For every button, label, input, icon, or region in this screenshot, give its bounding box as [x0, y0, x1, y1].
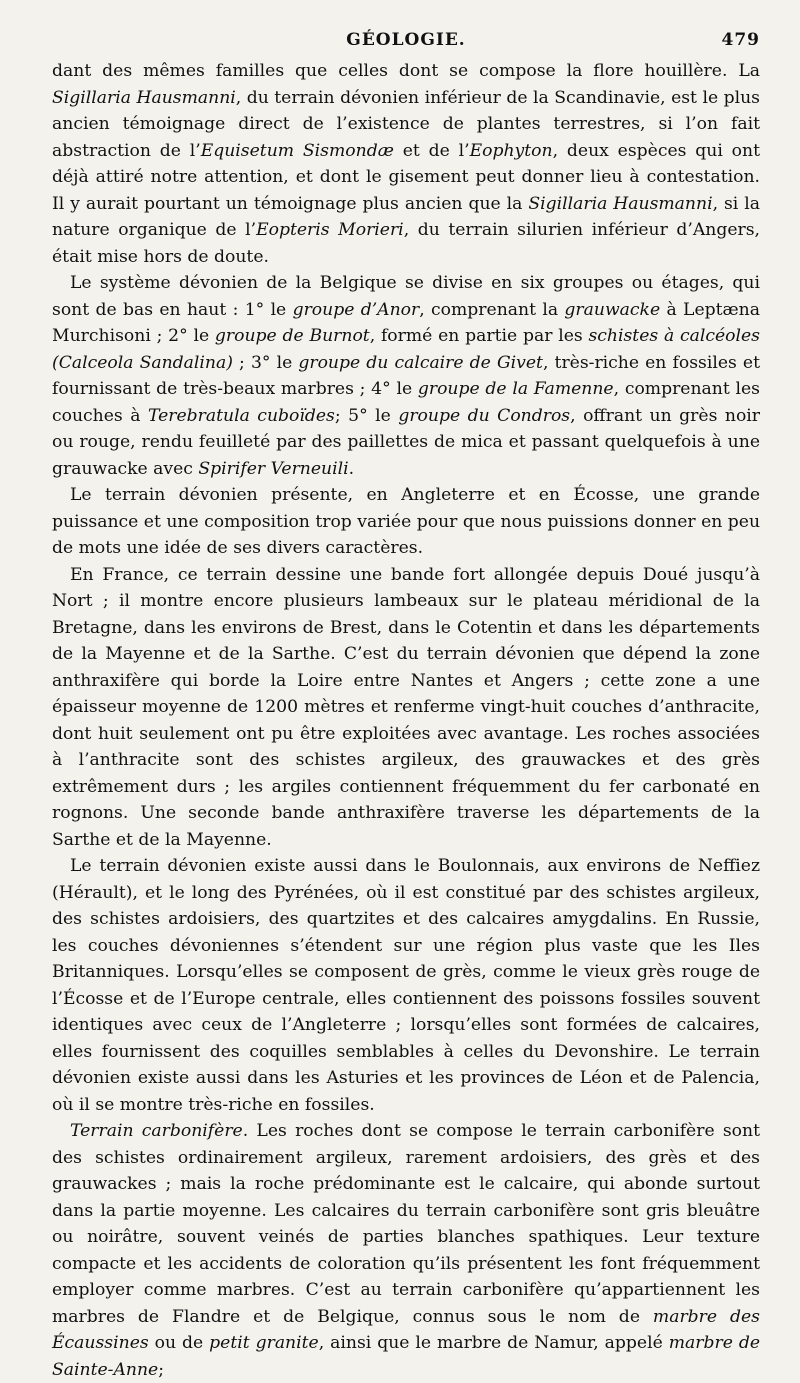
page-number: 479 — [721, 30, 760, 50]
italic-run: Equisetum Sismondæ — [200, 140, 394, 161]
italic-run: groupe du calcaire de Givet — [298, 352, 543, 373]
text-run: ; — [158, 1359, 164, 1380]
paragraph — [52, 482, 760, 562]
paragraph — [52, 853, 760, 1118]
text-run: , du terrain dévonien inférieur de la Scandinavie, est le plus ancien témoignage direct de l’existence de plantes terrestres, si l’on fait abstraction de l’ — [52, 87, 760, 161]
italic-run: marbre de Sainte-Anne — [52, 1333, 760, 1380]
text-run: Le terrain dévonien existe aussi dans le Boulonnais, aux environs de Neffiez (Hérault), et le long des Pyrénées, où il est constitué par des schistes argileux, des schistes ardoisiers, des quartzites et des calcaires amygdalins. En Russie, les couches dévoniennes s’étendent sur une région plus vaste que les Iles Britanniques. Lorsqu’elles se composent de grès, comme le vieux grès rouge de l’Écosse et de l’Europe centrale, elles contiennent des poissons fossiles souvent identiques avec ceux de l’Angleterre ; lorsqu’elles sont formées de calcaires, elles fournissent des coquilles semblables à celles du Devonshire. Le terrain dévonien existe aussi dans les Asturies et les provinces de Léon et de Palencia, où il se montre très-riche en fossiles. — [52, 856, 760, 1115]
text-run: , ainsi que le marbre de Namur, appelé — [318, 1333, 669, 1353]
italic-run: groupe d’Anor — [292, 299, 420, 320]
italic-run: Sigillaria Hausmanni — [528, 193, 713, 214]
text-run: , du terrain silurien inférieur d’Angers, était mise hors de doute. — [52, 220, 761, 267]
text-run: , très-riche en fossiles et fournissant de très-beaux marbres ; 4° le — [52, 352, 760, 399]
italic-run: groupe de la Famenne — [417, 379, 614, 399]
paragraph — [52, 1118, 760, 1383]
text-run: , formé en partie par les — [369, 326, 589, 346]
italic-run: Spirifer Verneuili — [198, 458, 349, 479]
text-run: et de l’ — [393, 140, 470, 161]
italic-run: Terebratula cuboïdes — [147, 405, 335, 426]
page-header — [52, 30, 760, 58]
text-run: dant des mêmes familles que celles dont se compose la flore houillère. La — [52, 61, 760, 81]
paragraph — [52, 562, 760, 854]
running-head: GÉOLOGIE. — [346, 30, 466, 50]
italic-run: groupe de Burnot — [214, 326, 370, 346]
text-run: ou de — [148, 1333, 210, 1353]
italic-run: grauwacke — [564, 299, 661, 320]
italic-run: petit granite — [209, 1333, 319, 1353]
text-run: , deux espèces qui ont déjà attiré notre attention, et dont le gisement peut donner lieu à contestation. Il y aurait pourtant un témoignage plus ancien que la — [52, 140, 761, 214]
italic-run: Eopteris Morieri — [256, 220, 404, 240]
italic-run: Eophyton — [469, 140, 553, 161]
italic-run: Sigillaria Hausmanni — [52, 87, 236, 108]
text-run: à Leptæna Murchisoni ; 2° le — [52, 299, 761, 346]
text-run: , si la nature organique de l’ — [52, 193, 760, 240]
text-run: Le système dévonien de la Belgique se divise en six groupes ou étages, qui sont de bas en haut : 1° le — [52, 273, 760, 320]
text-run: . Les roches dont se compose le terrain carbonifère sont des schistes ordinairement argileux, rarement ardoisiers, des grès et des grauwackes ; mais la roche prédominante est le calcaire, qui abonde surtout dans la partie moyenne. Les calcaires du terrain carbonifère sont gris bleuâtre ou noirâtre, souvent veinés de parties blanches spathiques. Leur texture compacte et les accidents de coloration qu’ils présentent les font fréquemment employer comme marbres. C’est au terrain carbonifère qu’appartiennent les marbres de Flandre et de Belgique, connus sous le nom de — [52, 1121, 760, 1327]
text-run: Le terrain dévonien présente, en Angleterre et en Écosse, une grande puissance et une composition trop variée pour que nous puissions donner en peu de mots une idée de ses divers caractères. — [52, 485, 761, 558]
text-run: , comprenant les couches à — [52, 379, 760, 426]
text-run: , comprenant la — [419, 299, 565, 320]
text-run: ; 5° le — [334, 405, 399, 426]
text-run: ; 3° le — [232, 352, 299, 373]
text-run: En France, ce terrain dessine une bande fort allongée depuis Doué jusqu’à Nort ; il montre encore plusieurs lambeaux sur le plateau méridional de la Bretagne, dans les environs de Brest, dans le Cotentin et dans les départements de la Mayenne et de la Sarthe. C’est du terrain dévonien que dépend la zone anthraxifère qui borde la Loire entre Nantes et Angers ; cette zone a une épaisseur moyenne de 1200 mètres et renferme vingt-huit couches d’anthracite, dont huit seulement ont pu être exploitées avec avantage. Les roches associées à l’anthracite sont des schistes argileux, des grauwackes et des grès extrêmement durs ; les argiles contiennent fréquemment du fer carbonaté en rognons. Une seconde bande anthraxifère traverse les départements de la Sarthe et de la Mayenne. — [52, 564, 760, 850]
italic-run: Terrain carbonifère — [70, 1121, 243, 1141]
text-run: , offrant un grès noir ou rouge, rendu feuilleté par des paillettes de mica et passant quelquefois à une grauwacke avec — [52, 405, 761, 479]
italic-run: groupe du Condros — [398, 405, 571, 426]
paragraph — [52, 270, 760, 482]
italic-run: marbre des Écaussines — [52, 1306, 761, 1353]
body-text — [52, 58, 760, 1383]
text-run: . — [348, 458, 355, 479]
paragraph — [52, 58, 760, 270]
italic-run: schistes à calcéoles (Calceola Sandalina) — [52, 326, 761, 373]
